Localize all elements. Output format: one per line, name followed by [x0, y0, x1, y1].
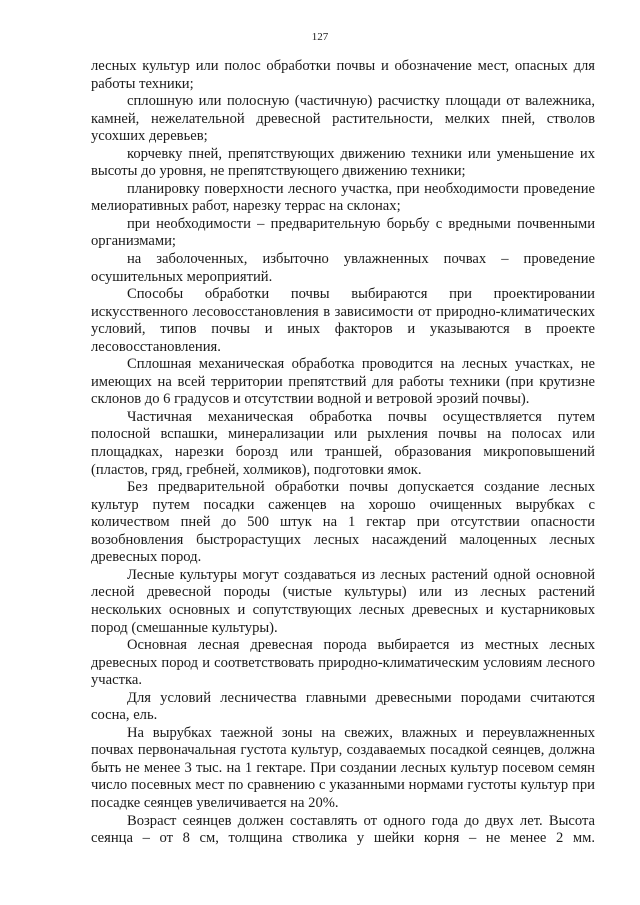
paragraph: Лесные культуры могут создаваться из лесных растений одной основной лесной древесной породы (чистые культуры) или из лесных растений нескольких основных и сопутствующих лесных древесных и кустарниковых пород (смешанные культуры). [91, 566, 595, 636]
paragraph: лесных культур или полос обработки почвы и обозначение мест, опасных для работы техники; [91, 58, 595, 92]
paragraph: планировку поверхности лесного участка, при необходимости проведение мелиоративных работ, нарезку террас на склонах; [91, 180, 595, 215]
paragraph: На вырубках таежной зоны на свежих, влажных и переувлажненных почвах первоначальная густота культур, создаваемых посадкой сеянцев, должна быть не менее 3 тыс. на 1 гектаре. При создании лесных культур посевом семян число посевных мест по сравнению с указанными нормами густоты культур при посадке сеянцев увеличивается на 20%. [91, 724, 595, 811]
paragraph: Возраст сеянцев должен составлять от одного года до двух лет. Высота сеянца – от 8 см, толщина стволика у шейки корня – не менее 2 мм. [91, 812, 595, 847]
paragraph: на заболоченных, избыточно увлажненных почвах – проведение осушительных мероприятий. [91, 251, 595, 285]
paragraph: сплошную или полосную (частичную) расчистку площади от валежника, камней, нежелательной древесной растительности, мелких пней, стволов усохших деревьев; [91, 93, 595, 145]
paragraph: Частичная механическая обработка почвы осуществляется путем полосной вспашки, минерализации или рыхления почвы на полосах или площадках, нарезки борозд или траншей, образования микроповышений (пластов, гряд, гребней, холмиков), подготовки ямок. [91, 408, 595, 478]
paragraph: Способы обработки почвы выбираются при проектировании искусственного лесовосстановления в зависимости от природно-климатических условий, типов почвы и иных факторов и указываются в проекте лесовосстановления. [91, 286, 595, 355]
paragraph: Без предварительной обработки почвы допускается создание лесных культур путем посадки саженцев на хорошо очищенных вырубках с количеством пней до 500 штук на 1 гектар при отсутствии опасности возобновления быстрорастущих лесных насаждений малоценных лесных древесных пород. [91, 479, 595, 566]
paragraph: Сплошная механическая обработка проводится на лесных участках, не имеющих на всей территории препятствий для работы техники (при крутизне склонов до 6 градусов и отсутствии водной и ветровой эрозий почвы). [91, 356, 595, 408]
paragraph: Для условий лесничества главными древесными породами считаются сосна, ель. [91, 689, 595, 724]
paragraph: Основная лесная древесная порода выбирается из местных лесных древесных пород и соответствовать природно-климатическим условиям лесного участка. [91, 637, 595, 689]
paragraph: при необходимости – предварительную борьбу с вредными почвенными организмами; [91, 215, 595, 250]
page-number: 127 [311, 31, 329, 43]
body-text [91, 58, 595, 848]
paragraph: корчевку пней, препятствующих движению техники или уменьшение их высоты до уровня, не препятствующего движению техники; [91, 145, 595, 180]
